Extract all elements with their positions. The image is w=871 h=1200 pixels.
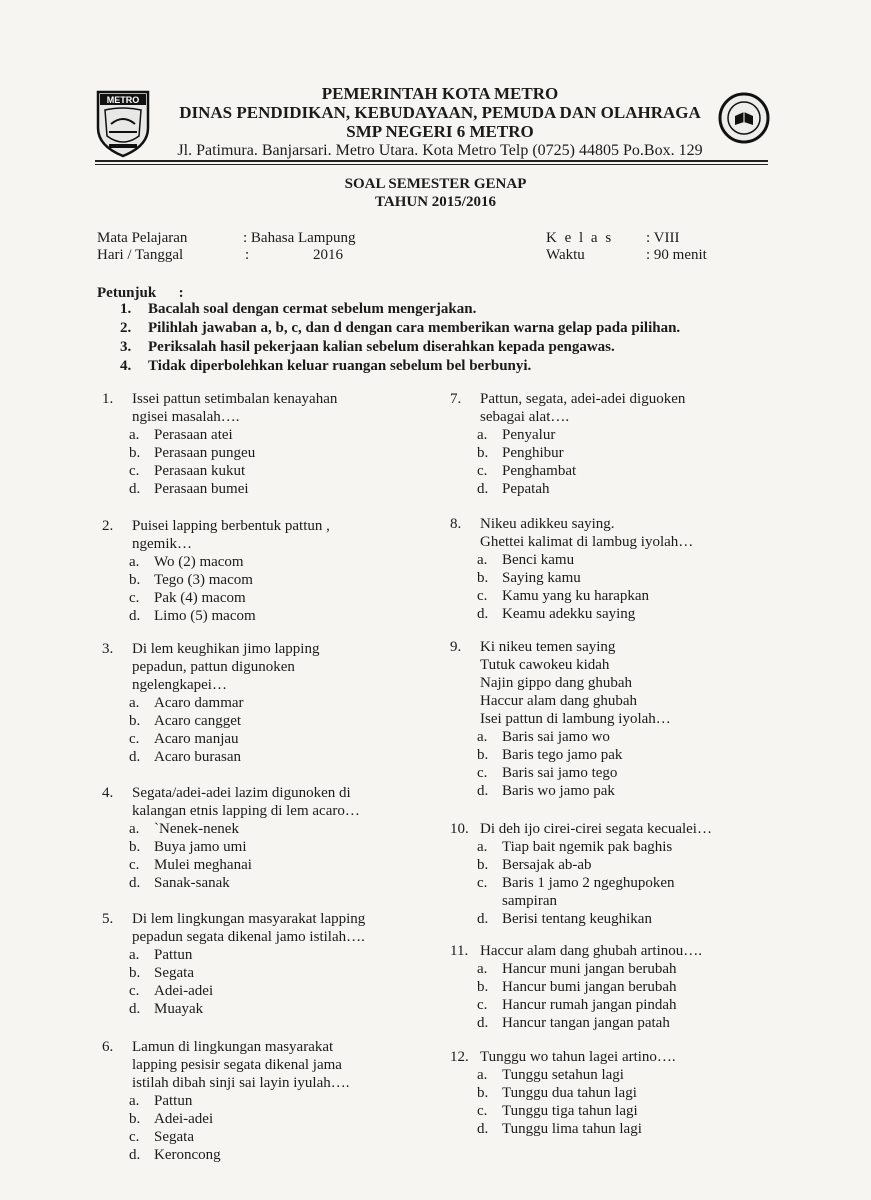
question-text: Segata/adei-adei lazim digunoken di kalangan etnis lapping di lem acaro…: [132, 785, 360, 819]
instructions-heading: Petunjuk :: [97, 285, 184, 301]
option-text: Tego (3) macom: [154, 572, 253, 588]
answer-option[interactable]: [129, 607, 447, 625]
question-number: 7.: [450, 391, 462, 407]
answer-option[interactable]: [477, 426, 770, 444]
question-number: 11.: [450, 943, 469, 959]
question-stem: [450, 820, 770, 838]
instruction-number: 4.: [120, 358, 132, 374]
answer-option[interactable]: [129, 1146, 447, 1164]
question-number: 8.: [450, 516, 462, 532]
option-letter: a.: [129, 695, 140, 711]
option-letter: d.: [129, 749, 141, 765]
answer-option[interactable]: [477, 480, 770, 498]
answer-option[interactable]: [129, 571, 447, 589]
answer-option[interactable]: [477, 838, 770, 856]
answer-option[interactable]: [129, 1128, 447, 1146]
option-letter: d.: [477, 606, 489, 622]
option-letter: d.: [129, 1001, 141, 1017]
answer-option[interactable]: [477, 782, 770, 800]
option-text: Hancur bumi jangan berubah: [502, 979, 677, 995]
option-text: Pepatah: [502, 481, 550, 497]
option-letter: c.: [129, 1129, 140, 1145]
answer-option[interactable]: [129, 946, 447, 964]
answer-option[interactable]: [129, 1000, 447, 1018]
answer-option[interactable]: [129, 820, 447, 838]
option-text: Tunggu lima tahun lagi: [502, 1121, 642, 1137]
letterhead-line1: PEMERINTAH KOTA METRO: [321, 84, 559, 103]
answer-option[interactable]: [129, 1110, 447, 1128]
option-text: `Nenek-nenek: [154, 821, 239, 837]
option-text: Penyalur: [502, 427, 556, 443]
option-text: Limo (5) macom: [154, 608, 256, 624]
time-value: : 90 menit: [646, 247, 707, 263]
answer-options: [477, 1066, 770, 1138]
option-letter: c.: [477, 875, 488, 891]
question-10: [450, 820, 770, 928]
question-stem: [450, 390, 770, 426]
answer-option[interactable]: [129, 694, 447, 712]
answer-options: [129, 1092, 447, 1164]
option-letter: b.: [129, 839, 141, 855]
option-text: Acaro burasan: [154, 749, 242, 765]
day-label: Hari / Tanggal: [97, 247, 184, 263]
option-text: Keamu adekku saying: [502, 606, 636, 622]
option-letter: c.: [477, 588, 488, 604]
answer-option[interactable]: [129, 426, 447, 444]
answer-option[interactable]: [129, 856, 447, 874]
question-stem: [102, 910, 447, 946]
answer-option[interactable]: [477, 1014, 770, 1032]
question-stem: [102, 517, 447, 553]
answer-option[interactable]: [129, 964, 447, 982]
option-text: Mulei meghanai: [154, 857, 252, 873]
option-text: Hancur muni jangan berubah: [502, 961, 677, 977]
question-stem: [102, 390, 447, 426]
option-letter: c.: [129, 590, 140, 606]
option-letter: a.: [477, 427, 488, 443]
option-text: Penghambat: [502, 463, 577, 479]
option-letter: a.: [129, 821, 140, 837]
question-text: Pattun, segata, adei-adei diguoken sebagai alat….: [480, 391, 686, 425]
question-number: 1.: [102, 391, 114, 407]
answer-option[interactable]: [477, 1120, 770, 1138]
class-label: K e l a s: [546, 230, 614, 246]
answer-option[interactable]: [129, 838, 447, 856]
option-text: Adei-adei: [154, 983, 214, 999]
option-letter: b.: [129, 572, 141, 588]
option-text: Adei-adei: [154, 1111, 214, 1127]
answer-option[interactable]: [477, 856, 770, 874]
option-text: Pattun: [154, 1093, 193, 1109]
option-letter: c.: [477, 463, 488, 479]
letterhead: [150, 84, 730, 161]
answer-option[interactable]: [477, 551, 770, 569]
answer-option[interactable]: [477, 728, 770, 746]
answer-option[interactable]: [477, 569, 770, 587]
question-stem: [450, 942, 770, 960]
question-text: Nikeu adikkeu saying. Ghettei kalimat di lambug iyolah…: [480, 516, 694, 550]
question-9: [450, 638, 770, 800]
subject-label: Mata Pelajaran: [97, 230, 188, 246]
option-letter: b.: [129, 1111, 141, 1127]
question-number: 2.: [102, 518, 114, 534]
option-letter: a.: [477, 961, 488, 977]
instruction-number: 2.: [120, 320, 132, 336]
option-text: Baris sai jamo tego: [502, 765, 618, 781]
answer-options: [129, 946, 447, 1018]
instruction-item: [120, 319, 680, 338]
question-text: Di deh ijo cirei-cirei segata kecualei…: [480, 821, 712, 837]
question-text: Haccur alam dang ghubah artinou….: [480, 943, 703, 959]
question-stem: [102, 1038, 447, 1092]
option-text: Tunggu setahun lagi: [502, 1067, 624, 1083]
answer-option[interactable]: [129, 589, 447, 607]
option-letter: b.: [129, 445, 141, 461]
answer-option[interactable]: [477, 910, 770, 928]
answer-options: [129, 426, 447, 498]
instruction-number: 1.: [120, 301, 132, 317]
question-2: [102, 517, 447, 625]
question-1: [102, 390, 447, 498]
question-stem: [102, 784, 447, 820]
answer-option[interactable]: [477, 874, 770, 910]
answer-option[interactable]: [477, 462, 770, 480]
option-letter: b.: [129, 965, 141, 981]
instruction-text: Bacalah soal dengan cermat sebelum mengerjakan.: [148, 301, 477, 317]
question-stem: [102, 640, 447, 694]
option-letter: a.: [477, 839, 488, 855]
answer-option[interactable]: [477, 764, 770, 782]
class-value: : VIII: [646, 230, 680, 246]
instruction-item: [120, 357, 680, 376]
option-text: Hancur rumah jangan pindah: [502, 997, 677, 1013]
option-text: Perasaan kukut: [154, 463, 246, 479]
option-letter: d.: [129, 1147, 141, 1163]
option-letter: b.: [477, 857, 489, 873]
option-letter: d.: [129, 608, 141, 624]
question-stem: [450, 515, 770, 551]
instruction-item: [120, 338, 680, 357]
option-text: Pattun: [154, 947, 193, 963]
answer-option[interactable]: [129, 553, 447, 571]
option-letter: a.: [129, 554, 140, 570]
time-label: Waktu: [546, 247, 585, 263]
answer-option[interactable]: [477, 1084, 770, 1102]
question-number: 3.: [102, 641, 114, 657]
question-number: 10.: [450, 821, 469, 837]
option-text: Acaro cangget: [154, 713, 242, 729]
option-letter: b.: [477, 1085, 489, 1101]
letterhead-rule-thin: [95, 164, 768, 165]
answer-option[interactable]: [477, 1102, 770, 1120]
option-letter: b.: [477, 747, 489, 763]
answer-options: [477, 960, 770, 1032]
option-text: Segata: [154, 1129, 194, 1145]
answer-option[interactable]: [129, 480, 447, 498]
answer-option[interactable]: [129, 462, 447, 480]
instruction-text: Periksalah hasil pekerjaan kalian sebelum diserahkan kepada pengawas.: [148, 339, 615, 355]
question-number: 12.: [450, 1049, 469, 1065]
exam-title-line2: TAHUN 2015/2016: [375, 194, 496, 210]
option-letter: c.: [129, 857, 140, 873]
answer-options: [477, 838, 770, 928]
exam-title-line1: SOAL SEMESTER GENAP: [344, 176, 527, 192]
option-letter: d.: [477, 1121, 489, 1137]
question-4: [102, 784, 447, 892]
question-text: Issei pattun setimbalan kenayahan ngisei masalah….: [132, 391, 338, 425]
letterhead-line2: DINAS PENDIDIKAN, KEBUDAYAAN, PEMUDA DAN OLAHRAGA: [179, 103, 701, 122]
answer-option[interactable]: [477, 587, 770, 605]
answer-option[interactable]: [477, 960, 770, 978]
option-text: Baris sai jamo wo: [502, 729, 610, 745]
question-7: [450, 390, 770, 498]
option-letter: d.: [477, 911, 489, 927]
option-text: Acaro manjau: [154, 731, 239, 747]
answer-options: [129, 553, 447, 625]
answer-options: [477, 551, 770, 623]
option-text: Benci kamu: [502, 552, 575, 568]
answer-option[interactable]: [477, 978, 770, 996]
option-text: Tunggu dua tahun lagi: [502, 1085, 637, 1101]
option-text: Berisi tentang keughikan: [502, 911, 652, 927]
question-text: Tunggu wo tahun lagei artino….: [480, 1049, 676, 1065]
option-letter: a.: [477, 1067, 488, 1083]
answer-option[interactable]: [129, 1092, 447, 1110]
answer-option[interactable]: [477, 996, 770, 1014]
instruction-text: Tidak diperbolehkan keluar ruangan sebelum bel berbunyi.: [148, 358, 532, 374]
answer-option[interactable]: [477, 746, 770, 764]
option-letter: b.: [477, 979, 489, 995]
option-letter: c.: [477, 765, 488, 781]
day-colon: :: [245, 247, 250, 263]
letterhead-address: Jl. Patimura. Banjarsari. Metro Utara. Kota Metro Telp (0725) 44805 Po.Box. 129: [177, 142, 703, 159]
option-letter: c.: [129, 463, 140, 479]
option-letter: d.: [477, 481, 489, 497]
answer-options: [477, 728, 770, 800]
option-text: Muayak: [154, 1001, 204, 1017]
option-text: Sanak-sanak: [154, 875, 230, 891]
answer-option[interactable]: [129, 712, 447, 730]
question-number: 5.: [102, 911, 114, 927]
option-letter: c.: [477, 1103, 488, 1119]
question-8: [450, 515, 770, 623]
option-text: Acaro dammar: [154, 695, 244, 711]
option-letter: d.: [129, 875, 141, 891]
option-text: Tunggu tiga tahun lagi: [502, 1103, 638, 1119]
option-text: Baris 1 jamo 2 ngeghupoken sampiran: [502, 875, 675, 909]
exam-title: [100, 175, 771, 211]
option-letter: d.: [477, 783, 489, 799]
option-letter: c.: [129, 731, 140, 747]
option-letter: a.: [129, 947, 140, 963]
option-text: Perasaan pungeu: [154, 445, 256, 461]
answer-option[interactable]: [129, 444, 447, 462]
option-text: Baris wo jamo pak: [502, 783, 615, 799]
question-text: Puisei lapping berbentuk pattun , ngemik…: [132, 518, 330, 552]
letterhead-line3: SMP NEGERI 6 METRO: [346, 122, 534, 141]
option-letter: c.: [477, 997, 488, 1013]
day-value: 2016: [313, 247, 343, 263]
option-letter: a.: [477, 552, 488, 568]
answer-option[interactable]: [129, 874, 447, 892]
question-12: [450, 1048, 770, 1138]
question-text: Ki nikeu temen saying Tutuk cawokeu kidah Najin gippo dang ghubah Haccur alam dang ghubah Isei pattun di lambung iyolah…: [480, 639, 671, 727]
option-text: Hancur tangan jangan patah: [502, 1015, 670, 1031]
instructions-list: [120, 300, 680, 376]
instruction-item: [120, 300, 680, 319]
option-letter: b.: [477, 445, 489, 461]
school-seal-logo: [718, 92, 770, 144]
question-6: [102, 1038, 447, 1164]
option-letter: c.: [129, 983, 140, 999]
option-letter: a.: [477, 729, 488, 745]
instruction-text: Pilihlah jawaban a, b, c, dan d dengan cara memberikan warna gelap pada pilihan.: [148, 320, 681, 336]
option-text: Pak (4) macom: [154, 590, 246, 606]
answer-options: [477, 426, 770, 498]
option-text: Perasaan bumei: [154, 481, 249, 497]
answer-option[interactable]: [477, 1066, 770, 1084]
question-stem: [450, 1048, 770, 1066]
letterhead-rule-thick: [95, 160, 768, 162]
option-text: Baris tego jamo pak: [502, 747, 623, 763]
option-letter: b.: [129, 713, 141, 729]
question-stem: [450, 638, 770, 728]
subject-value: : Bahasa Lampung: [243, 230, 356, 246]
question-3: [102, 640, 447, 766]
logo-left-text: METRO: [106, 95, 140, 105]
question-number: 9.: [450, 639, 462, 655]
answer-option[interactable]: [129, 748, 447, 766]
question-number: 6.: [102, 1039, 114, 1055]
question-11: [450, 942, 770, 1032]
answer-option[interactable]: [129, 982, 447, 1000]
option-text: Tiap bait ngemik pak baghis: [502, 839, 673, 855]
option-text: Wo (2) macom: [154, 554, 244, 570]
option-text: Penghibur: [502, 445, 564, 461]
question-number: 4.: [102, 785, 114, 801]
option-text: Kamu yang ku harapkan: [502, 588, 650, 604]
option-text: Buya jamo umi: [154, 839, 247, 855]
answer-options: [129, 694, 447, 766]
option-text: Segata: [154, 965, 194, 981]
option-text: Keroncong: [154, 1147, 221, 1163]
option-letter: d.: [129, 481, 141, 497]
answer-option[interactable]: [477, 444, 770, 462]
question-text: Di lem lingkungan masyarakat lapping pepadun segata dikenal jamo istilah….: [132, 911, 366, 945]
question-text: Lamun di lingkungan masyarakat lapping pesisir segata dikenal jama istilah dibah sinji sai layin iyulah….: [132, 1039, 350, 1091]
question-text: Di lem keughikan jimo lapping pepadun, pattun digunoken ngelengkapei…: [132, 641, 320, 693]
instruction-number: 3.: [120, 339, 132, 355]
answer-option[interactable]: [477, 605, 770, 623]
option-letter: b.: [477, 570, 489, 586]
option-letter: a.: [129, 1093, 140, 1109]
city-crest-logo: [95, 88, 151, 158]
option-letter: d.: [477, 1015, 489, 1031]
option-text: Perasaan atei: [154, 427, 233, 443]
answer-option[interactable]: [129, 730, 447, 748]
answer-options: [129, 820, 447, 892]
question-5: [102, 910, 447, 1018]
option-text: Saying kamu: [502, 570, 581, 586]
option-text: Bersajak ab-ab: [502, 857, 592, 873]
option-letter: a.: [129, 427, 140, 443]
